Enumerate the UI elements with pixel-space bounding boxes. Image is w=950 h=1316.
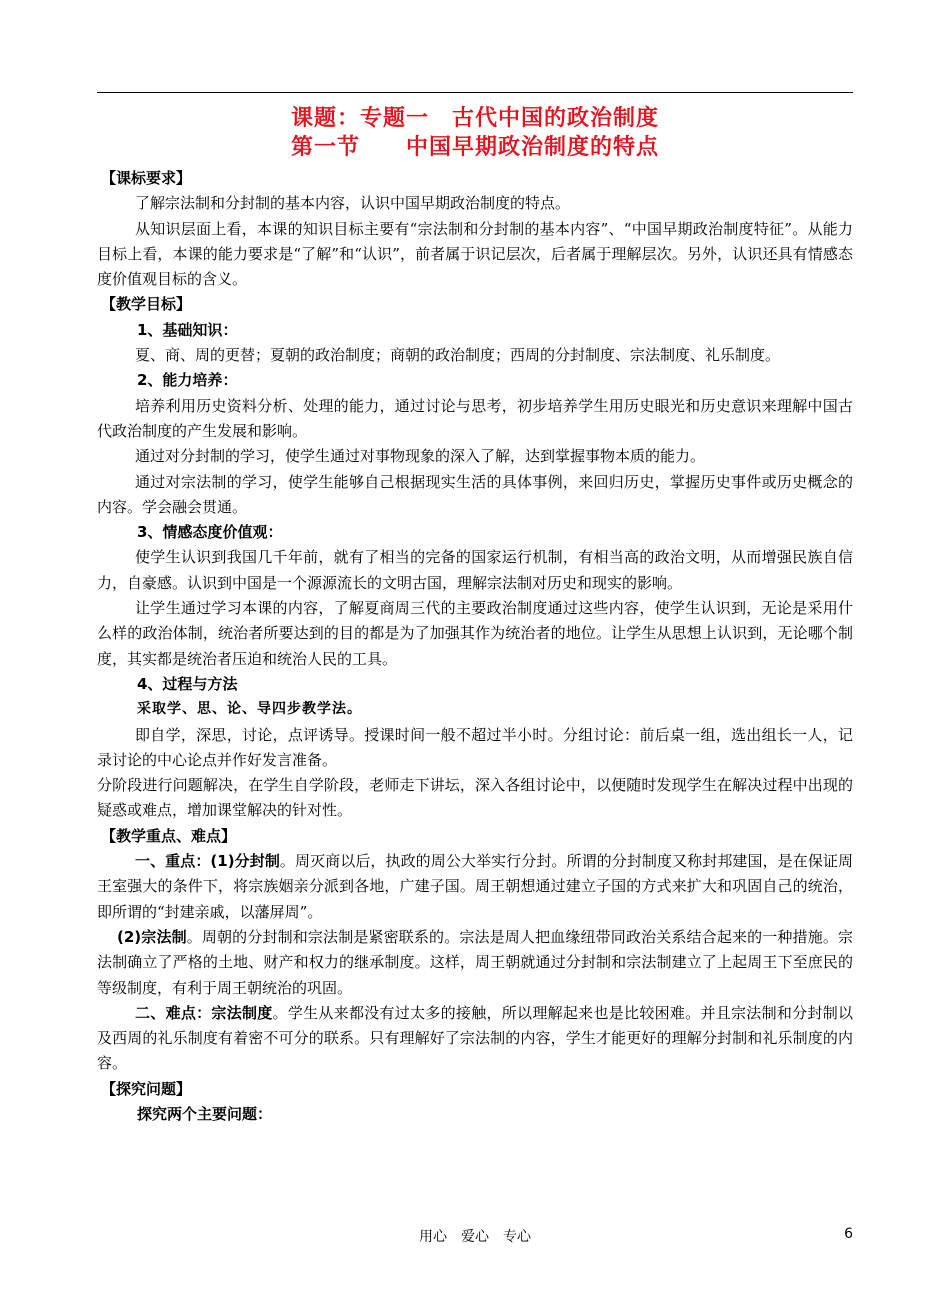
basic-knowledge-paragraph: 夏、商、周的更替；夏朝的政治制度；商朝的政治制度；西周的分封制度、宗法制度、礼乐制度。 <box>135 346 781 365</box>
key-point-text: 。周灭商以后，执政的周公大举实行分封。所谓的分封制度又称封邦建国，是在保证周王室强大的条件下，将宗族姻亲分派到各地，广建子国。周王朝想通过建立子国的方式来扩大和巩固自己的统治，即所谓的“封建亲戚，以藩屏周”。 <box>97 852 853 921</box>
section-heading-zhongdian: 【教学重点、难点】 <box>101 826 237 845</box>
section-heading-mubiao: 【教学目标】 <box>101 295 192 314</box>
kebiao-paragraph-1: 了解宗法制和分封制的基本内容，认识中国早期政治制度的特点。 <box>135 194 571 213</box>
zongfa-lead: (2)宗法制 <box>117 927 187 946</box>
subheading-basic-knowledge: 1、基础知识： <box>137 320 238 339</box>
ability-paragraph-1: 培养利用历史资料分析、处理的能力，通过讨论与思考，初步培养学生用历史眼光和历史意识来理解中国古代政治制度的产生发展和影响。 <box>97 396 853 440</box>
kebiao-paragraph-2: 从知识层面上看，本课的知识目标主要有“宗法制和分封制的基本内容”、“中国早期政治制度特征”。从能力目标上看，本课的能力要求是“了解”和“认识”，前者属于识记层次，后者属于理解层次。另外，认识还具有情感态度价值观目标的含义。 <box>97 219 853 289</box>
difficulty-text: 。学生从来都没有过太多的接触，所以理解起来也是比较困难。并且宗法制和分封制以及西周的礼乐制度有着密不可分的联系。只有理解好了宗法制的内容，学生才能更好的理解分封制和礼乐制度的内容。 <box>97 1003 853 1073</box>
process-paragraph-2: 分阶段进行问题解决，在学生自学阶段，老师走下讲坛，深入各组讨论中，以便随时发现学生在解决过程中出现的疑惑或难点，增加课堂解决的针对性。 <box>97 776 853 820</box>
tanjiu-paragraph: 探究两个主要问题： <box>137 1104 273 1123</box>
section-heading-tanjiu: 【探究问题】 <box>101 1079 192 1098</box>
ability-paragraph-3: 通过对宗法制的学习，使学生能够自己根据现实生活的具体事例，来回归历史，掌握历史事件或历史概念的内容。学会融会贯通。 <box>97 472 853 516</box>
ability-paragraph-2: 通过对分封制的学习，使学生通过对事物现象的深入了解，达到掌握事物本质的能力。 <box>135 447 706 466</box>
document-page <box>97 104 853 1127</box>
subheading-ability: 2、能力培养： <box>137 371 238 390</box>
zongfa-paragraph <box>97 925 853 1001</box>
subheading-values: 3、情感态度价值观： <box>137 523 283 542</box>
key-point-lead: 一、重点：(1)分封制 <box>135 852 280 871</box>
document-body <box>97 166 853 1127</box>
title-line-2: 第一节 中国早期政治制度的特点 <box>290 135 659 160</box>
title-line-1: 课题：专题一 古代中国的政治制度 <box>290 106 659 131</box>
teaching-method-line: 采取学、思、论、导四步教学法。 <box>137 701 362 718</box>
page-title <box>97 104 853 162</box>
process-paragraph-1: 即自学，深思，讨论，点评诱导。授课时间一般不超过半小时。分组讨论：前后桌一组，选出组长一人，记录讨论的中心论点并作好发言准备。 <box>97 725 853 769</box>
difficulty-lead: 二、难点：宗法制度 <box>135 1003 273 1022</box>
section-heading-kebiao: 【课标要求】 <box>101 169 192 187</box>
footer-motto: 用心 爱心 专心 <box>419 1229 531 1245</box>
values-paragraph-1: 使学生认识到我国几千年前，就有了相当的完备的国家运行机制，有相当高的政治文明，从而增强民族自信力，自豪感。认识到中国是一个源源流长的文明古国，理解宗法制对历史和现实的影响。 <box>97 548 853 592</box>
page-number: 6 <box>844 1226 853 1242</box>
values-paragraph-2: 让学生通过学习本课的内容，了解夏商周三代的主要政治制度通过这些内容，使学生认识到，无论是采用什么样的政治体制，统治者所要达到的目的都是为了加强其作为统治者的地位。让学生从思想上认识到，无论哪个制度，其实都是统治者压迫和统治人民的工具。 <box>97 599 853 668</box>
difficulty-paragraph <box>97 1001 853 1077</box>
key-point-paragraph <box>97 849 853 925</box>
header-rule <box>97 92 853 93</box>
zongfa-text: 。周朝的分封制和宗法制是紧密联系的。宗法是周人把血缘纽带同政治关系结合起来的一种措施。宗法制确立了严格的土地、财产和权力的继承制度。这样，周王朝就通过分封制和宗法制建立了上起周王下至庶民的等级制度，有利于周王朝统治的巩固。 <box>97 927 853 997</box>
subheading-process-method: 4、过程与方法 <box>137 674 238 693</box>
